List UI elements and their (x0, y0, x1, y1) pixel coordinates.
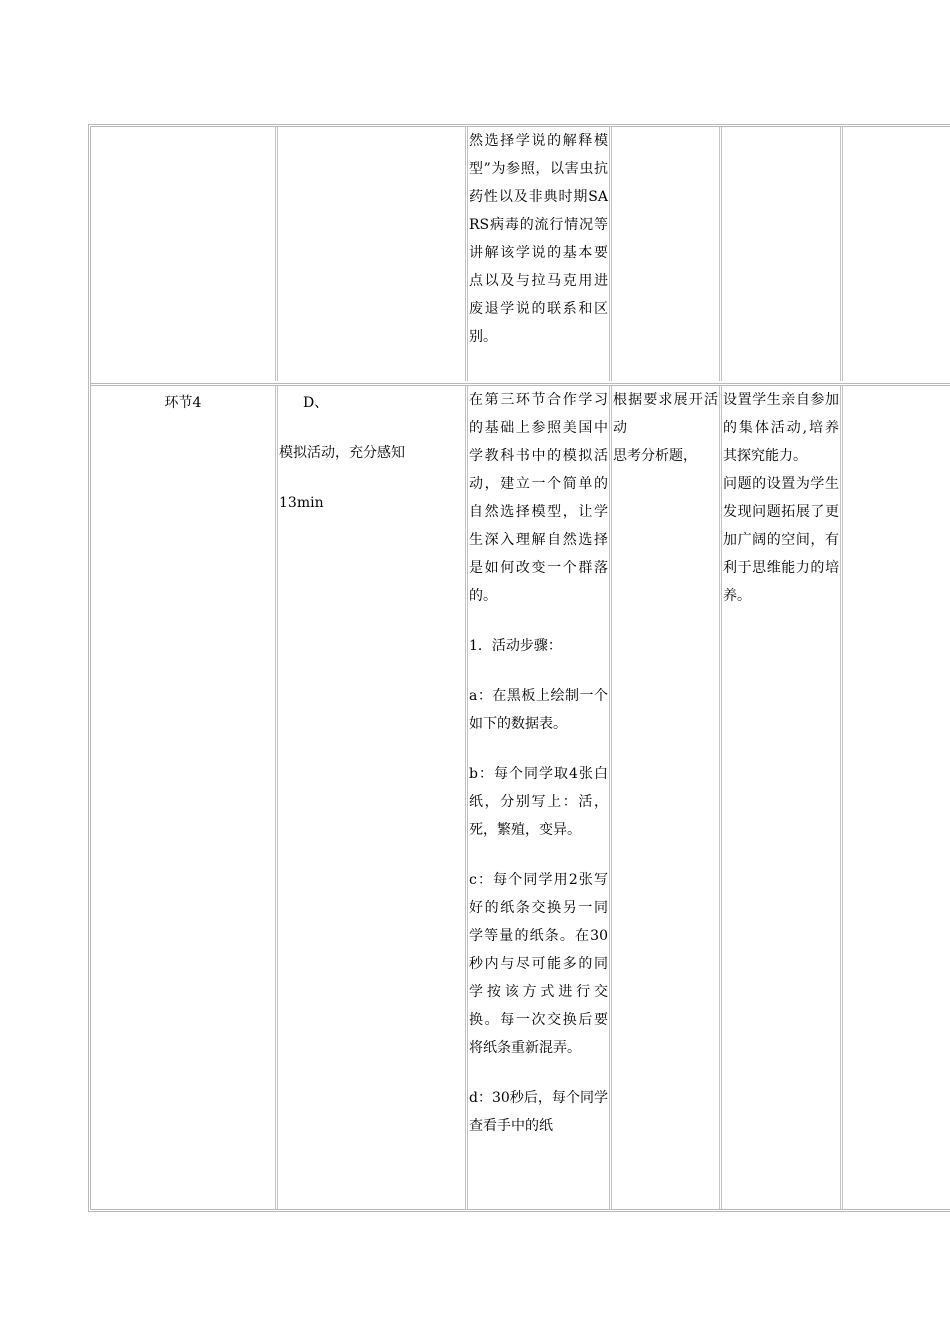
table-row (91, 383, 950, 1212)
teacher-paragraph: a：在黑板上绘制一个如下的数据表。 (469, 688, 608, 732)
content-cell (278, 386, 468, 1212)
design-intent-cell (722, 127, 843, 381)
teacher-paragraph: b：每个同学取4张白纸，分别写上：活，死，繁殖，变异。 (469, 766, 608, 838)
student-activity-cell (612, 127, 722, 381)
teacher-paragraph: 在第三环节合作学习的基础上参照美国中学教科书中的模拟活动，建立一个简单的自然选择模型，让学生深入理解自然选择是如何改变一个群落的。 (469, 392, 608, 604)
stage-cell (91, 386, 278, 1212)
teacher-activity-cell (468, 127, 612, 381)
table-row (91, 127, 950, 381)
teacher-activity-cell (468, 386, 612, 1212)
teacher-paragraph: c：每个同学用2张写好的纸条交换另一同学等量的纸条。在30秒内与尽可能多的同学按该方式进行交换。每一次交换后要将纸条重新混弄。 (469, 872, 608, 1056)
content-cell (278, 127, 468, 381)
section-letter: D、 (303, 395, 329, 411)
student-activity-cell (612, 386, 722, 1212)
student-activity-text: 根据要求展开活动 (613, 392, 718, 436)
design-intent-cell (722, 386, 843, 1212)
teacher-activity-text: 然选择学说的解释模型”为参照，以害虫抗药性以及非典时期SARS病毒的流行情况等讲解该学说的基本要点以及与拉马克用进废退学说的联系和区别。 (469, 133, 608, 345)
teacher-paragraph: 1．活动步骤： (469, 638, 562, 654)
remarks-cell (843, 127, 950, 381)
student-activity-text: 思考分析题， (613, 448, 697, 464)
design-intent-text: 设置学生亲自参加的集体活动,培养其探究能力。 (723, 392, 839, 464)
section-title: 模拟活动，充分感知 (279, 445, 405, 461)
stage-cell (91, 127, 278, 381)
teacher-paragraph: d：30秒后，每个同学查看手中的纸 (469, 1090, 608, 1134)
lesson-plan-table (88, 124, 950, 1212)
design-intent-text: 问题的设置为学生发现问题拓展了更加广阔的空间，有利于思维能力的培养。 (723, 476, 839, 604)
remarks-cell (843, 386, 950, 1212)
duration-text: 13min (279, 495, 324, 511)
stage-label: 环节4 (164, 395, 202, 411)
